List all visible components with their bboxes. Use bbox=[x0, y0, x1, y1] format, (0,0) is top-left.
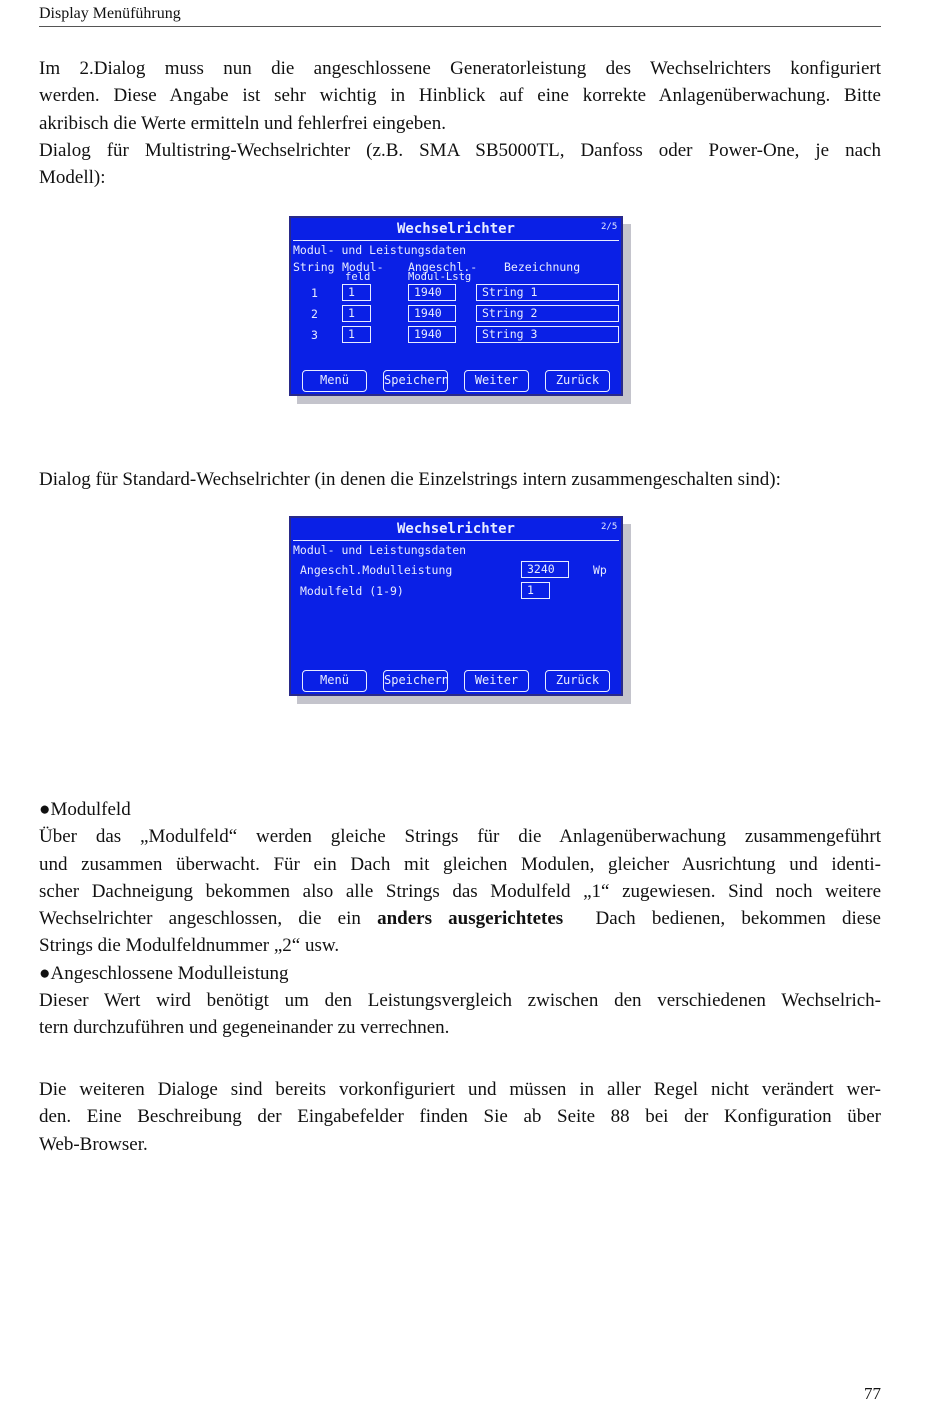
page-number: 77 bbox=[864, 1384, 881, 1403]
menu-button[interactable]: Menü bbox=[302, 670, 367, 692]
power-input[interactable]: 1940 bbox=[408, 326, 456, 343]
modulfeld-input[interactable]: 1 bbox=[342, 326, 371, 343]
column-header-name: Bezeichnung bbox=[504, 260, 581, 274]
power-input[interactable]: 1940 bbox=[408, 305, 456, 322]
back-button[interactable]: Zurück bbox=[545, 370, 610, 392]
modulfeld-heading: ●Modulfeld bbox=[39, 799, 131, 820]
intro-line: Modell): bbox=[39, 167, 106, 189]
save-button[interactable]: Speichern bbox=[383, 670, 448, 692]
standard-dialog-caption: Dialog für Standard-Wechselrichter (in denen die Einzelstrings intern zusammengeschalten sind): bbox=[39, 469, 781, 490]
intro-line: akribisch die Werte ermitteln und fehlerfrei eingeben. bbox=[39, 112, 446, 134]
column-header-modulfeld-2: feld bbox=[345, 271, 371, 283]
multistring-dialog-screen bbox=[289, 216, 623, 396]
row-number: 3 bbox=[311, 328, 318, 342]
screen-title: Wechselrichter bbox=[396, 221, 515, 237]
screen-subtitle: Modul- und Leistungsdaten bbox=[293, 543, 467, 557]
body-line: tern durchzuführen und gegeneinander zu verrechnen. bbox=[39, 1017, 450, 1039]
body-line: Strings die Modulfeldnummer „2“ usw. bbox=[39, 935, 340, 957]
modulfeld-section bbox=[39, 796, 881, 1042]
body-line: scher Dachneigung bekommen also alle Strings das Modulfeld „1“ zugewiesen. Sind noch weitere bbox=[39, 880, 881, 902]
module-power-label: Angeschl.Modulleistung bbox=[300, 563, 453, 577]
back-button[interactable]: Zurück bbox=[545, 670, 610, 692]
menu-button[interactable]: Menü bbox=[302, 370, 367, 392]
column-header-string: String bbox=[293, 260, 335, 274]
intro-line: Im 2.Dialog muss nun die angeschlossene Generatorleistung des Wechselrichters konfiguriert bbox=[39, 58, 881, 79]
standard-dialog-screen bbox=[289, 516, 623, 696]
name-input[interactable]: String 2 bbox=[476, 305, 619, 322]
body-line: Dieser Wert wird benötigt um den Leistungsvergleich zwischen den verschiedenen Wechselrich- bbox=[39, 990, 881, 1012]
power-input[interactable]: 1940 bbox=[408, 284, 456, 301]
modulfeld-input[interactable]: 1 bbox=[342, 284, 371, 301]
running-header bbox=[39, 4, 881, 27]
leistung-heading: ●Angeschlossene Modulleistung bbox=[39, 962, 289, 984]
body-line: den. Eine Beschreibung der Eingabefelder finden Sie ab Seite 88 bei der Konfiguration über bbox=[39, 1106, 881, 1128]
next-button[interactable]: Weiter bbox=[464, 670, 529, 692]
column-header-modulfeld: Modul- bbox=[342, 260, 384, 274]
title-divider bbox=[293, 240, 619, 241]
title-divider bbox=[293, 540, 619, 541]
intro-paragraph bbox=[39, 55, 881, 191]
header-title: Display Menüführung bbox=[39, 5, 181, 22]
column-header-power-2: Modul-Lstg bbox=[408, 271, 472, 283]
modulfeld-label: Modulfeld (1-9) bbox=[300, 584, 404, 598]
body-line: Web-Browser. bbox=[39, 1133, 148, 1155]
module-power-input[interactable]: 3240 bbox=[521, 561, 569, 578]
intro-line: Dialog für Multistring-Wechselrichter (z.B. SMA SB5000TL, Danfoss oder Power-One, je nach bbox=[39, 139, 881, 161]
screen-title: Wechselrichter bbox=[396, 521, 515, 537]
body-text: Wechselrichter angeschlossen, die ein bbox=[39, 908, 378, 930]
name-input[interactable]: String 3 bbox=[476, 326, 619, 343]
body-text: Dach bedienen, bekommen diese bbox=[563, 908, 881, 930]
page-indicator: 2/5 bbox=[601, 222, 618, 232]
save-button[interactable]: Speichern bbox=[383, 370, 448, 392]
closing-paragraph bbox=[39, 1076, 881, 1158]
row-number: 2 bbox=[311, 307, 318, 321]
modulfeld-input[interactable]: 1 bbox=[342, 305, 371, 322]
row-number: 1 bbox=[311, 286, 318, 300]
emphasis-text: anders ausgerichtetes bbox=[377, 908, 564, 930]
page-indicator: 2/5 bbox=[601, 522, 618, 532]
screen-subtitle: Modul- und Leistungsdaten bbox=[293, 243, 467, 257]
body-line bbox=[39, 905, 881, 932]
next-button[interactable]: Weiter bbox=[464, 370, 529, 392]
body-line: und zusammen überwacht. Für ein Dach mit gleichen Modulen, gleicher Ausrichtung und identi- bbox=[39, 853, 881, 875]
intro-line: werden. Diese Angabe ist sehr wichtig in Hinblick auf eine korrekte Anlagenüberwachung. Bitte bbox=[39, 85, 881, 107]
body-line: Über das „Modulfeld“ werden gleiche Strings für die Anlagenüberwachung zusammengeführt bbox=[39, 826, 881, 848]
power-unit: Wp bbox=[593, 563, 607, 577]
modulfeld-input[interactable]: 1 bbox=[521, 582, 550, 599]
name-input[interactable]: String 1 bbox=[476, 284, 619, 301]
column-header-power: Angeschl.- bbox=[408, 260, 478, 274]
body-line: Die weiteren Dialoge sind bereits vorkonfiguriert und müssen in aller Regel nicht verändert wer- bbox=[39, 1079, 881, 1100]
